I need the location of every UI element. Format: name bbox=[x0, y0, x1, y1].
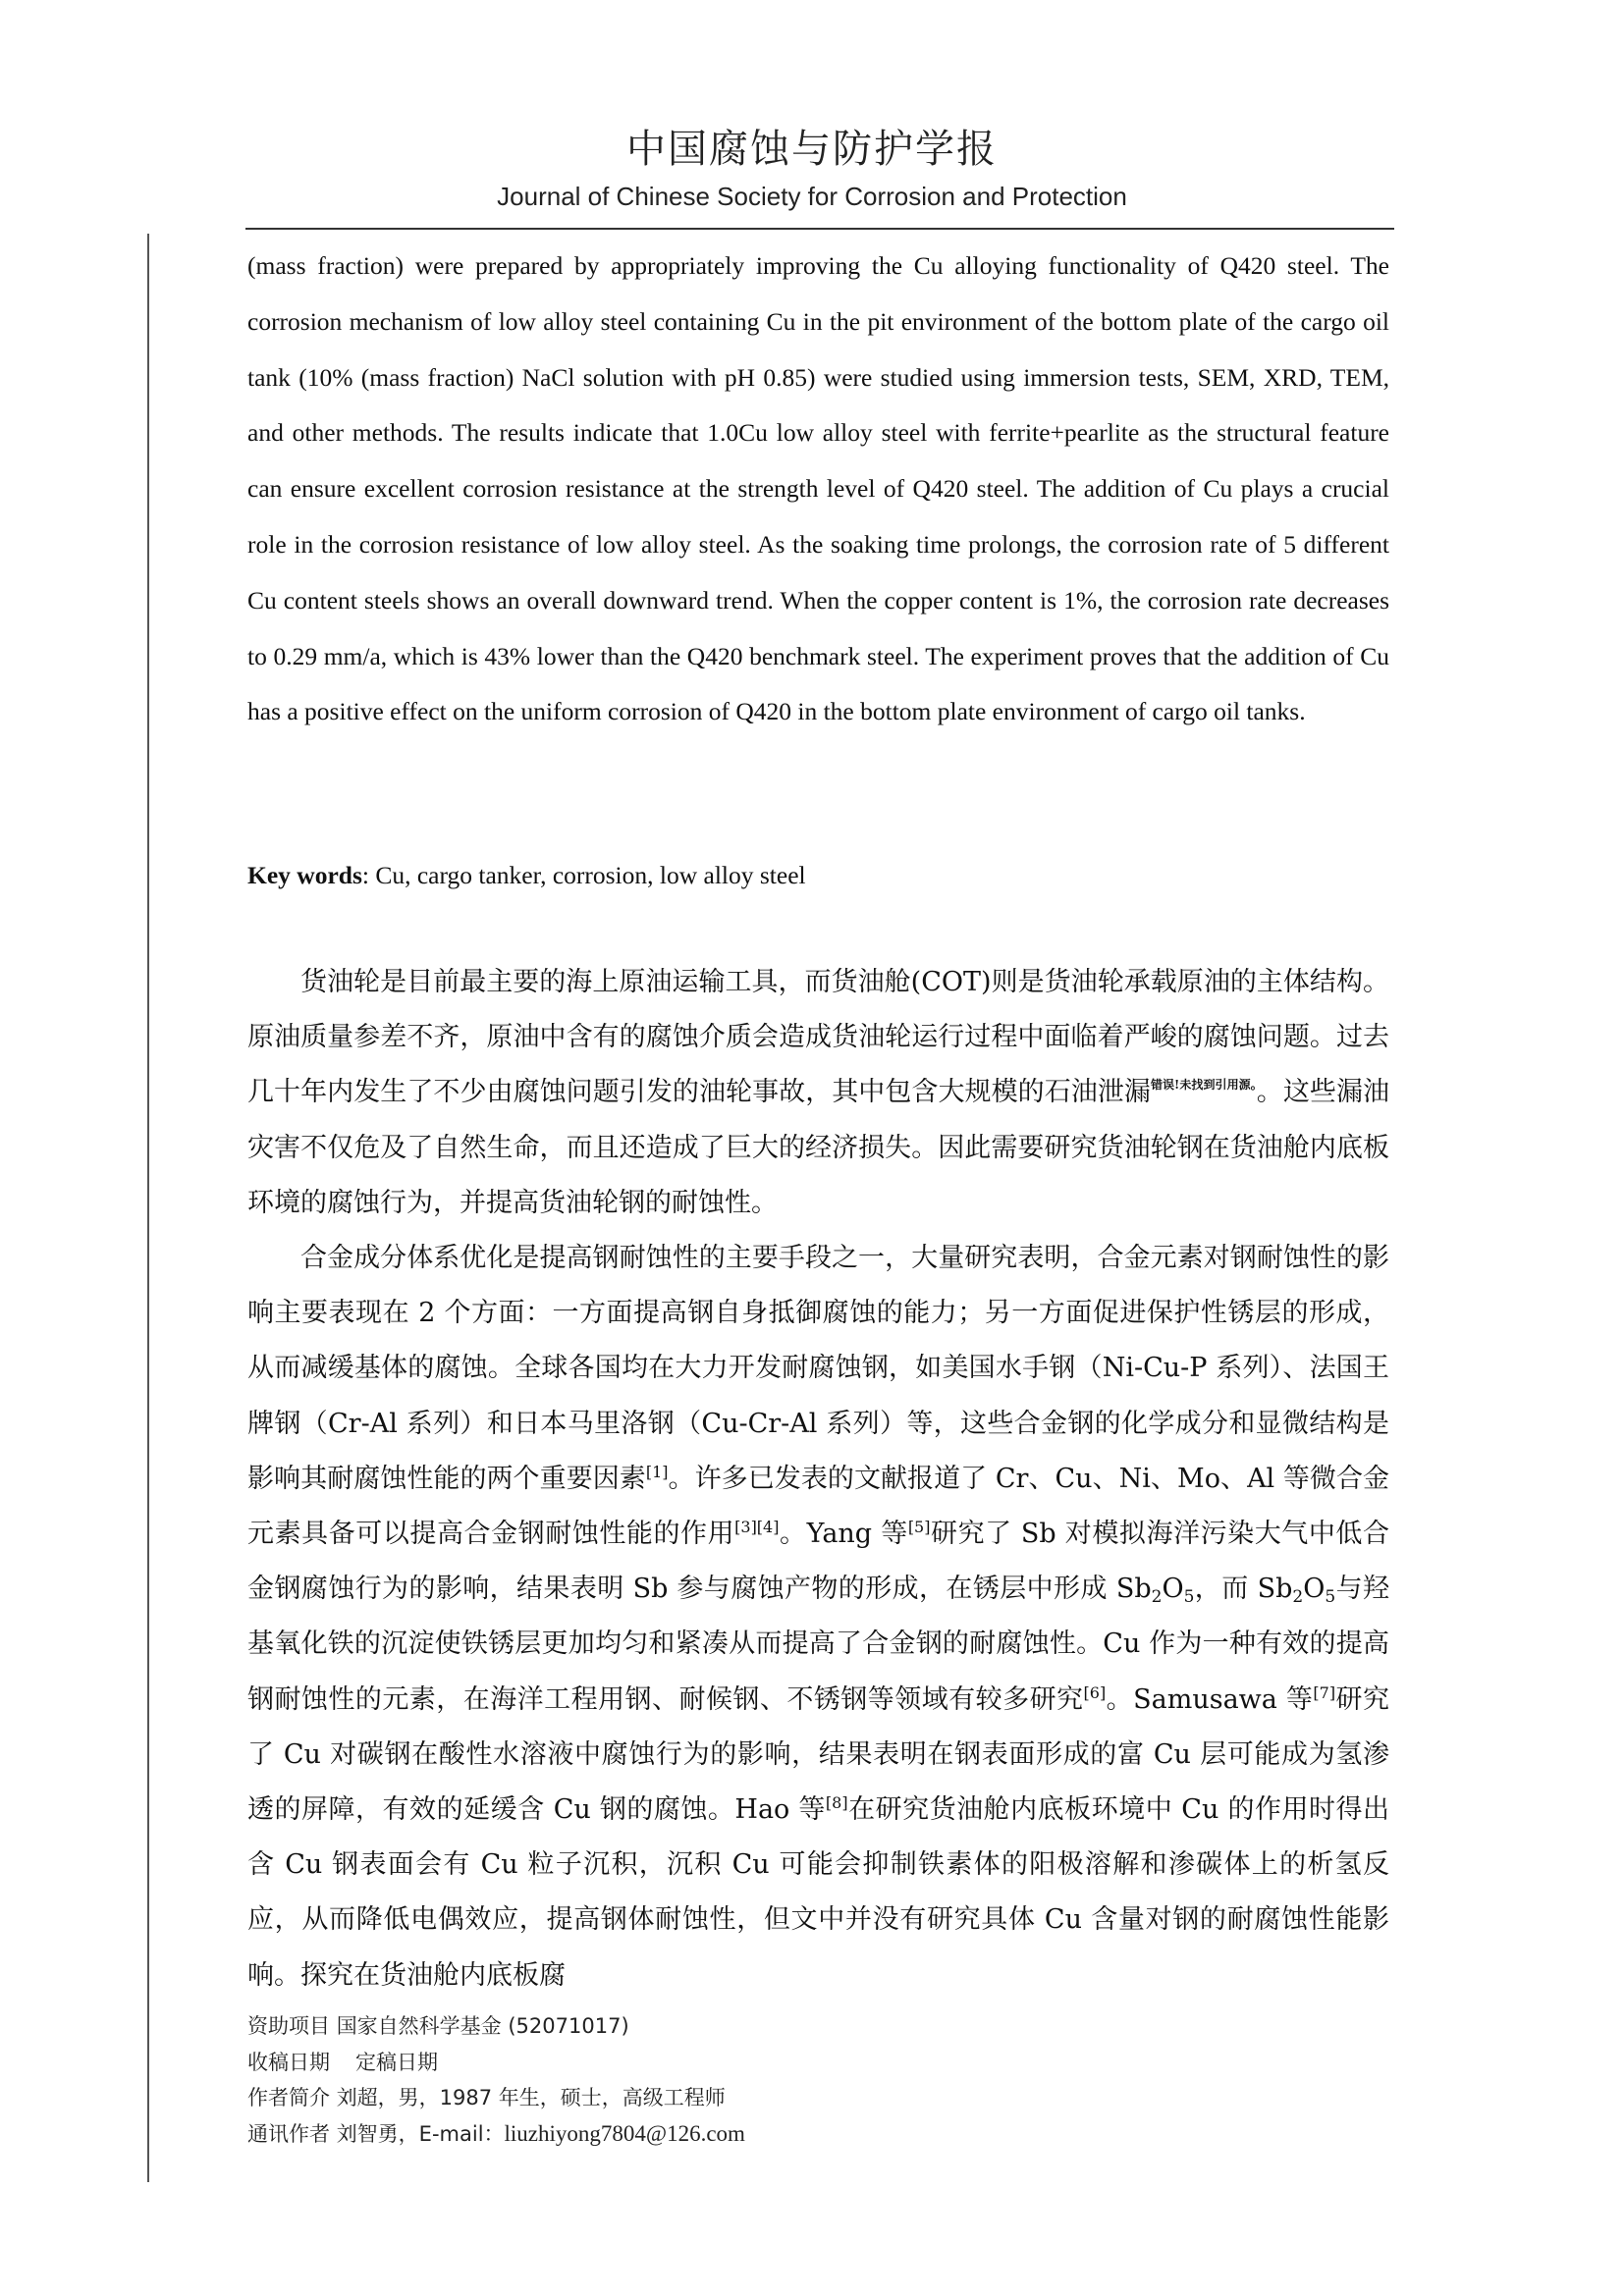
subscript-2: 2 bbox=[1151, 1587, 1163, 1608]
corresponding-author-email: liuzhiyong7804@126.com bbox=[504, 2120, 745, 2146]
keywords-line bbox=[247, 851, 1389, 900]
keywords-text: : Cu, cargo tanker, corrosion, low alloy steel bbox=[361, 861, 806, 889]
footnotes bbox=[247, 2008, 1389, 2152]
subscript-5: 5 bbox=[1183, 1587, 1195, 1608]
corresponding-author-line bbox=[247, 2116, 1389, 2153]
keywords-label: Key words bbox=[247, 861, 362, 889]
author-value: 刘超，男，1987 年生，硕士，高级工程师 bbox=[336, 2086, 726, 2109]
funding-value: 国家自然科学基金 (52071017) bbox=[336, 2014, 629, 2038]
citation-5: [5] bbox=[907, 1518, 931, 1537]
author-label: 作者简介 bbox=[247, 2086, 330, 2109]
formula-letter: O bbox=[1303, 1574, 1326, 1605]
funding-line bbox=[247, 2008, 1389, 2045]
corresponding-author-name: 刘智勇，E-mail： bbox=[336, 2121, 505, 2146]
body-text-span: 研究了 Sb 对模拟海洋污染大气中低合金钢腐蚀行为的影响，结果表明 Sb 参与腐蚀产物的形成，在锈层中形成 Sb bbox=[247, 1519, 1389, 1605]
abstract-paragraph: (mass fraction) were prepared by appropriately improving the Cu alloying functionality of Q420 steel. The corrosion mechanism of low alloy steel containing Cu in the pit environment of the bottom plate of the cargo oil tank (10% (mass fraction) NaCl solution with pH 0.85) were studied using immersion tests, SEM, XRD, TEM, and other methods. The results indicate that 1.0Cu low alloy steel with ferrite+pearlite as the structural feature can ensure excellent corrosion resistance at the strength level of Q420 steel. The addition of Cu plays a crucial role in the corrosion resistance of low alloy steel. As the soaking time prolongs, the corrosion rate of 5 different Cu content steels shows an overall downward trend. When the copper content is 1%, the corrosion rate decreases to 0.29 mm/a, which is 43% lower than the Q420 benchmark steel. The experiment proves that the addition of Cu has a positive effect on the uniform corrosion of Q420 in the bottom plate environment of cargo oil tanks. bbox=[247, 251, 1389, 726]
body-text bbox=[247, 955, 1389, 2003]
body-text-span: 。这些漏油灾害不仅危及了自然生命，而且还造成了巨大的经济损失。因此需要研究货油轮钢在货油舱内底板环境的腐蚀行为，并提高货油轮钢的耐蚀性。 bbox=[247, 1077, 1390, 1218]
final-date-label: 定稿日期 bbox=[355, 2050, 438, 2074]
body-text-span: ，而 Sb bbox=[1194, 1574, 1293, 1605]
journal-title-en: Journal of Chinese Society for Corrosion and Protection bbox=[497, 182, 1127, 211]
author-line bbox=[247, 2080, 1389, 2116]
subscript-2: 2 bbox=[1292, 1587, 1304, 1608]
journal-title-cn: 中国腐蚀与防护学报 bbox=[626, 127, 998, 172]
funding-label: 资助项目 bbox=[247, 2014, 330, 2038]
formula-letter: O bbox=[1162, 1574, 1184, 1605]
left-margin-line bbox=[147, 234, 149, 2182]
body-text-span: 在研究货油舱内底板环境中 Cu 的作用时得出含 Cu 钢表面会有 Cu 粒子沉积，沉积 Cu 可能会抑制铁素体的阳极溶解和渗碳体上的析氢反应，从而降低电偶效应，提高钢体耐蚀性，但文中并没有研究具体 Cu 含量对钢的耐腐蚀性能影响。探究在货油舱内底板腐 bbox=[247, 1794, 1389, 1991]
received-date-label: 收稿日期 bbox=[247, 2050, 330, 2074]
body-text-span: 研究了 Cu 对碳钢在酸性水溶液中腐蚀行为的影响，结果表明在钢表面形成的富 Cu 层可能成为氢渗透的屏障，有效的延缓含 Cu 钢的腐蚀。Hao 等 bbox=[247, 1683, 1389, 1826]
subscript-5: 5 bbox=[1325, 1587, 1336, 1608]
citation-8: [8] bbox=[825, 1793, 848, 1813]
citation-1: [1] bbox=[645, 1462, 669, 1481]
header-divider bbox=[245, 228, 1394, 230]
citation-7: [7] bbox=[1313, 1682, 1336, 1702]
body-paragraph-2 bbox=[247, 1231, 1389, 2003]
citation-3-4: [3][4] bbox=[734, 1518, 780, 1537]
corresponding-author-label: 通讯作者 bbox=[247, 2121, 330, 2146]
body-text-span: 合金成分体系优化是提高钢耐蚀性的主要手段之一，大量研究表明，合金元素对钢耐蚀性的影响主要表现在 2 个方面：一方面提高钢自身抵御腐蚀的能力；另一方面促进保护性锈层的形成，从而减缓基体的腐蚀。全球各国均在大力开发耐腐蚀钢，如美国水手钢（Ni-Cu-P 系列）、法国王牌钢（Cr-Al 系列）和日本马里洛钢（Cu-Cr-Al 系列）等，这些合金钢的化学成分和显微结构是影响其耐腐蚀性能的两个重要因素 bbox=[247, 1243, 1389, 1494]
body-paragraph-1 bbox=[247, 955, 1389, 1231]
body-text-span: 。Yang 等 bbox=[779, 1519, 908, 1550]
body-text-span: 。许多已发表的文献报道了 Cr、Cu、Ni、Mo、Al 等微合金元素具备可以提高合金钢耐蚀性能的作用 bbox=[247, 1463, 1389, 1550]
citation-6: [6] bbox=[1083, 1682, 1107, 1702]
body-text-span: 。Samusawa 等 bbox=[1106, 1683, 1314, 1715]
reference-error-note: 错误!未找到引用源。 bbox=[1150, 1078, 1257, 1093]
body-text-span: 与羟基氧化铁的沉淀使铁锈层更加均匀和紧凑从而提高了合金钢的耐腐蚀性。Cu 作为一种有效的提高钢耐蚀性的元素，在海洋工程用钢、耐候钢、不锈钢等领域有较多研究 bbox=[247, 1574, 1389, 1715]
dates-line bbox=[247, 2045, 1389, 2081]
body-text-span: 货油轮是目前最主要的海上原油运输工具，而货油舱(COT)则是货油轮承载原油的主体结构。原油质量参差不齐，原油中含有的腐蚀介质会造成货油轮运行过程中面临着严峻的腐蚀问题。过去几十年内发生了不少由腐蚀问题引发的油轮事故，其中包含大规模的石油泄漏 bbox=[247, 967, 1389, 1108]
